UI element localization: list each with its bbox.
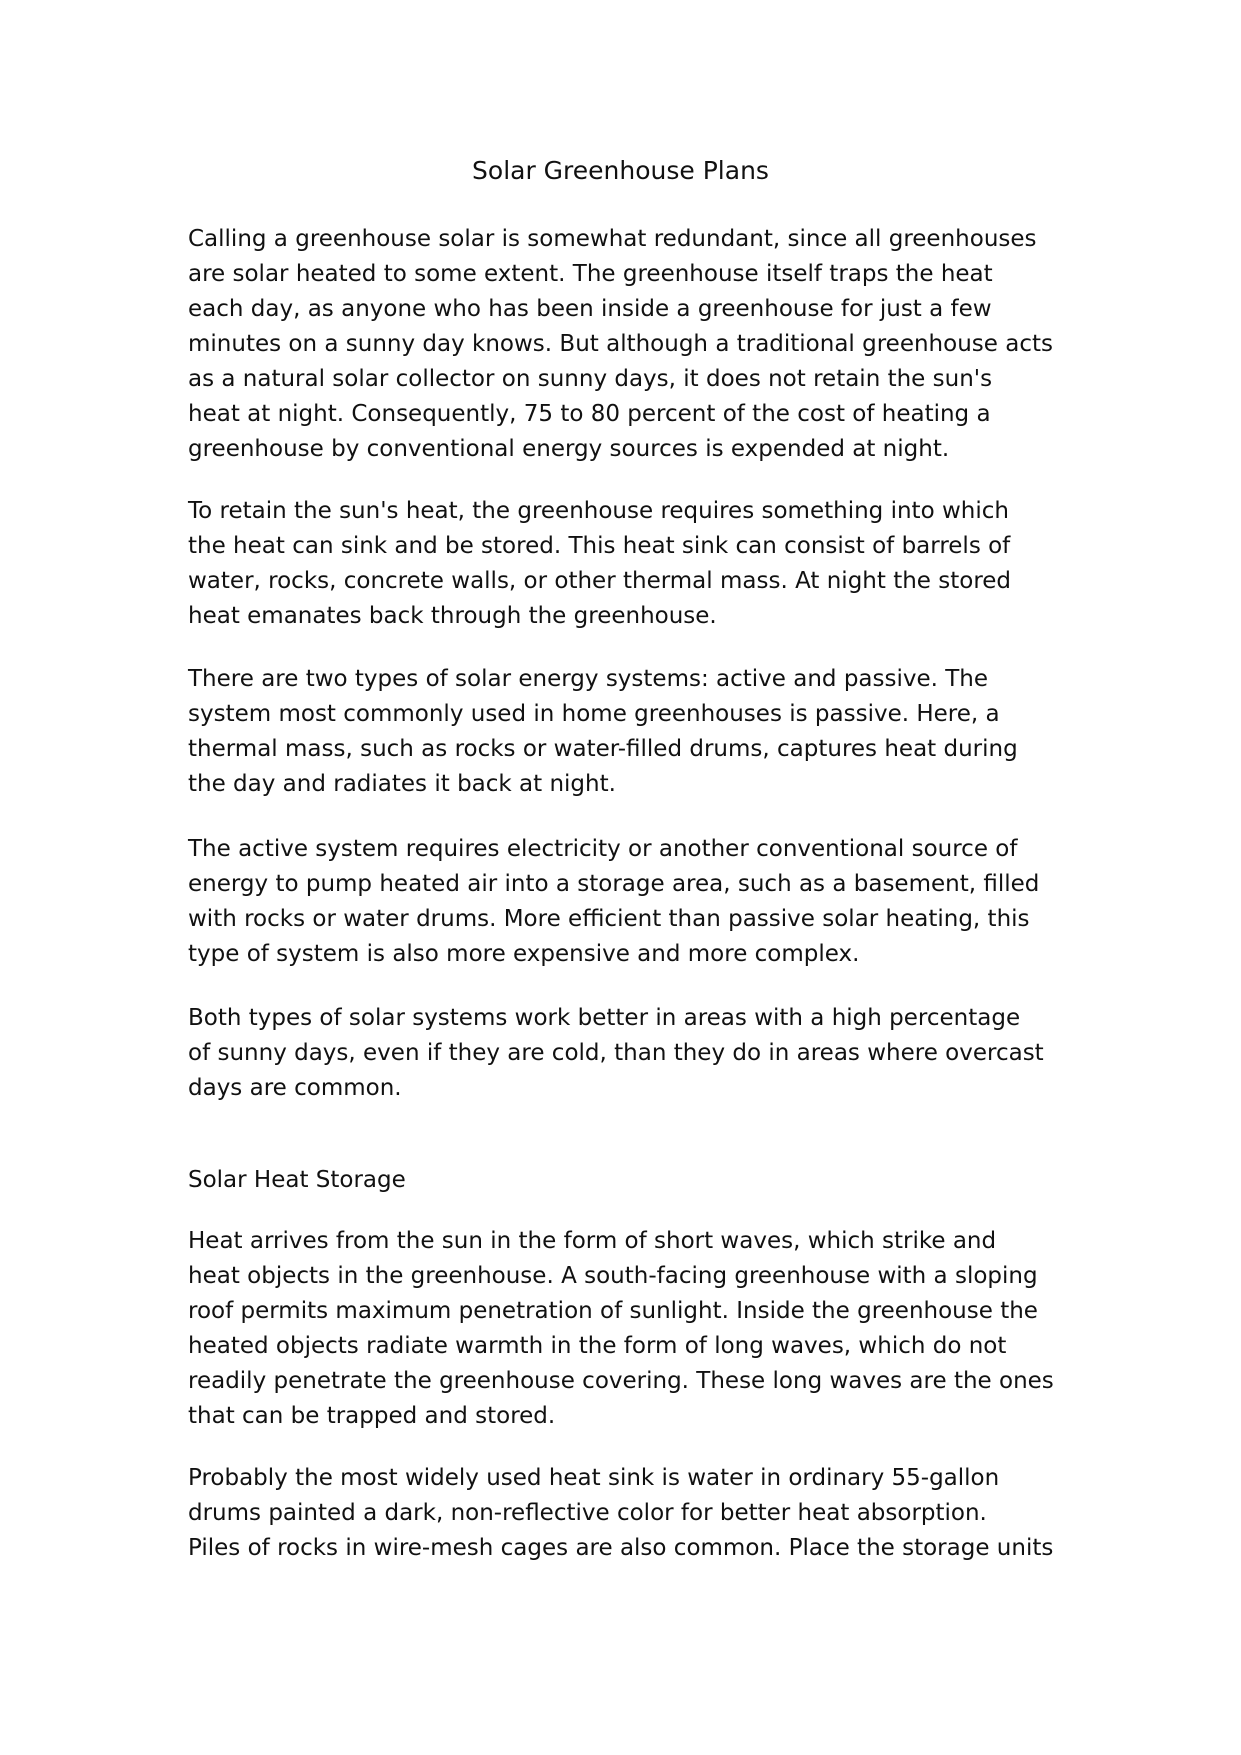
paragraph-4 bbox=[188, 832, 1068, 972]
text-line: with rocks or water drums. More efficient than passive solar heating, this bbox=[188, 906, 1030, 932]
paragraph-5 bbox=[188, 1001, 1068, 1106]
text-line: minutes on a sunny day knows. But although a traditional greenhouse acts bbox=[188, 331, 1053, 357]
text-line: heat at night. Consequently, 75 to 80 percent of the cost of heating a bbox=[188, 401, 991, 427]
text-line: the day and radiates it back at night. bbox=[188, 771, 616, 797]
text-line: water, rocks, concrete walls, or other thermal mass. At night the stored bbox=[188, 568, 1012, 594]
text-line: that can be trapped and stored. bbox=[188, 1403, 556, 1429]
text-line: The active system requires electricity or another conventional source of bbox=[188, 836, 1018, 862]
text-line: There are two types of solar energy systems: active and passive. The bbox=[188, 666, 989, 692]
paragraph-1 bbox=[188, 222, 1068, 467]
text-line: To retain the sun's heat, the greenhouse requires something into which bbox=[188, 498, 1009, 524]
section-heading: Solar Heat Storage bbox=[188, 1167, 406, 1193]
text-line: are solar heated to some extent. The greenhouse itself traps the heat bbox=[188, 261, 993, 287]
text-line: days are common. bbox=[188, 1075, 402, 1101]
text-line: thermal mass, such as rocks or water-filled drums, captures heat during bbox=[188, 736, 1018, 762]
text-line: drums painted a dark, non-reflective color for better heat absorption. bbox=[188, 1500, 987, 1526]
text-line: Both types of solar systems work better in areas with a high percentage bbox=[188, 1005, 1021, 1031]
text-line: roof permits maximum penetration of sunlight. Inside the greenhouse the bbox=[188, 1298, 1038, 1324]
text-line: Heat arrives from the sun in the form of short waves, which strike and bbox=[188, 1228, 997, 1254]
paragraph-2 bbox=[188, 494, 1068, 634]
document-title: Solar Greenhouse Plans bbox=[472, 156, 769, 185]
text-line: each day, as anyone who has been inside a greenhouse for just a few bbox=[188, 296, 992, 322]
section-paragraph-2 bbox=[188, 1461, 1068, 1566]
text-line: readily penetrate the greenhouse covering. These long waves are the ones bbox=[188, 1368, 1054, 1394]
text-line: heat emanates back through the greenhouse. bbox=[188, 603, 717, 629]
text-line: type of system is also more expensive and more complex. bbox=[188, 941, 860, 967]
paragraph-3 bbox=[188, 662, 1068, 802]
text-line: system most commonly used in home greenhouses is passive. Here, a bbox=[188, 701, 1000, 727]
text-line: greenhouse by conventional energy sources is expended at night. bbox=[188, 436, 950, 462]
section-paragraph-1 bbox=[188, 1224, 1068, 1434]
text-line: Calling a greenhouse solar is somewhat redundant, since all greenhouses bbox=[188, 226, 1037, 252]
text-line: heat objects in the greenhouse. A south-facing greenhouse with a sloping bbox=[188, 1263, 1038, 1289]
text-line: as a natural solar collector on sunny days, it does not retain the sun's bbox=[188, 366, 993, 392]
text-line: the heat can sink and be stored. This heat sink can consist of barrels of bbox=[188, 533, 1011, 559]
text-line: energy to pump heated air into a storage area, such as a basement, filled bbox=[188, 871, 1040, 897]
text-line: heated objects radiate warmth in the form of long waves, which do not bbox=[188, 1333, 1007, 1359]
text-line: of sunny days, even if they are cold, than they do in areas where overcast bbox=[188, 1040, 1044, 1066]
text-line: Piles of rocks in wire-mesh cages are also common. Place the storage units bbox=[188, 1535, 1054, 1561]
text-line: Probably the most widely used heat sink is water in ordinary 55-gallon bbox=[188, 1465, 1000, 1491]
